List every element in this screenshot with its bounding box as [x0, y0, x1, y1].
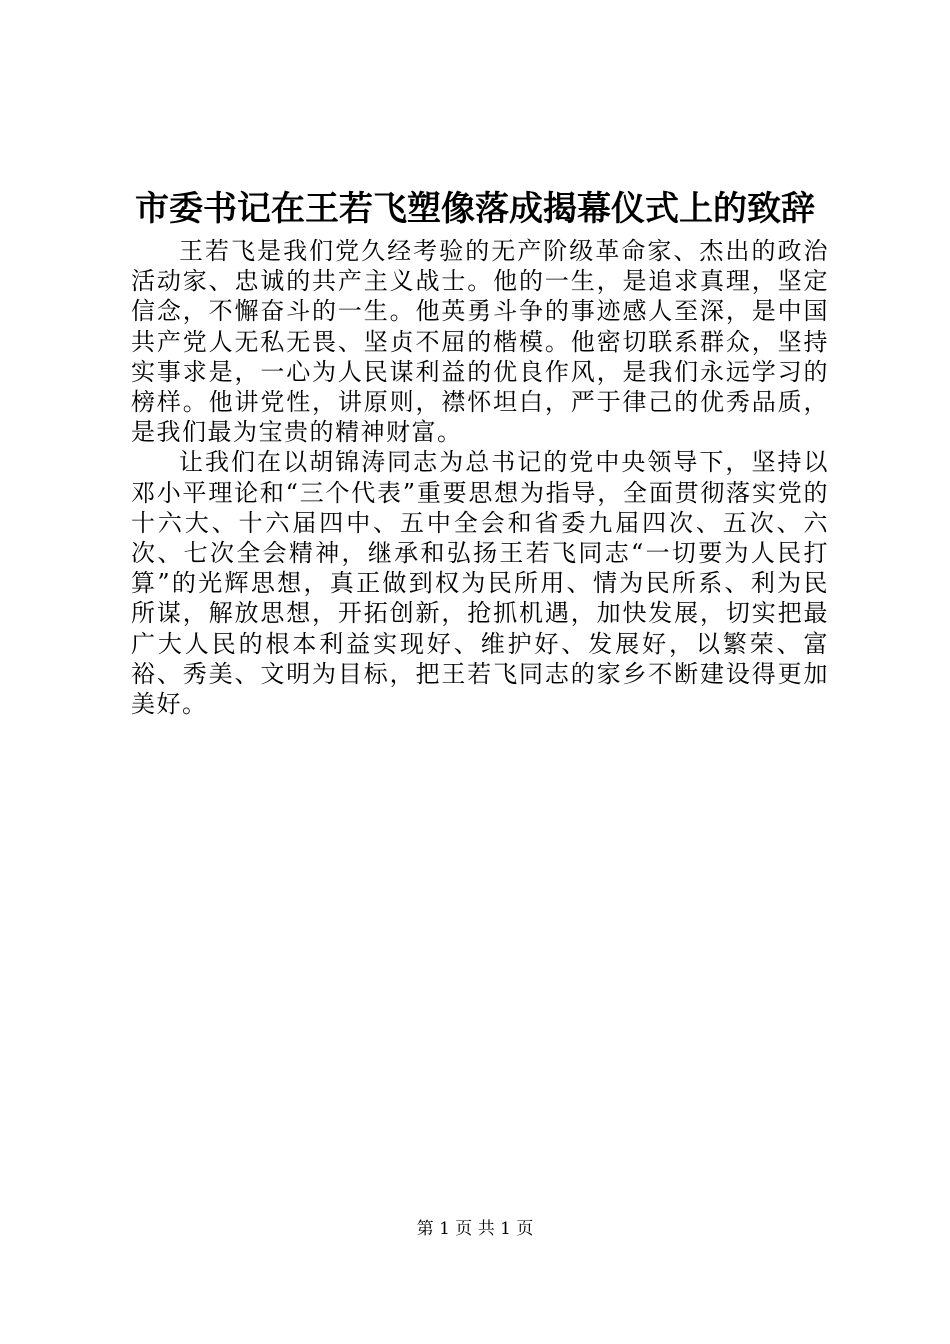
paragraph-2: 让我们在以胡锦涛同志为总书记的党中央领导下，坚持以邓小平理论和“三个代表”重要思想为指导，全面贯彻落实党的十六大、十六届四中、五中全会和省委九届四次、五次、六次、七次全会精神，继承和弘扬王若飞同志“一切要为人民打算”的光辉思想，真正做到权为民所用、情为民所系、利为民所谋，解放思想，开拓创新，抢抓机遇，加快发展，切实把最广大人民的根本利益实现好、维护好、发展好，以繁荣、富裕、秀美、文明为目标，把王若飞同志的家乡不断建设得更加美好。 [131, 448, 829, 719]
paragraph-1: 王若飞是我们党久经考验的无产阶级革命家、杰出的政治活动家、忠诚的共产主义战士。他的一生，是追求真理，坚定信念，不懈奋斗的一生。他英勇斗争的事迹感人至深，是中国共产党人无私无畏、坚贞不屈的楷模。他密切联系群众，坚持实事求是，一心为人民谋利益的优良作风，是我们永远学习的榜样。他讲党性，讲原则，襟怀坦白，严于律己的优秀品质，是我们最为宝贵的精神财富。 [131, 237, 829, 447]
document-body [131, 236, 829, 719]
document-title: 市委书记在王若飞塑像落成揭幕仪式上的致辞 [135, 189, 815, 229]
page-footer [0, 1217, 950, 1241]
page-number-label: 第 1 页 共 1 页 [416, 1219, 534, 1239]
